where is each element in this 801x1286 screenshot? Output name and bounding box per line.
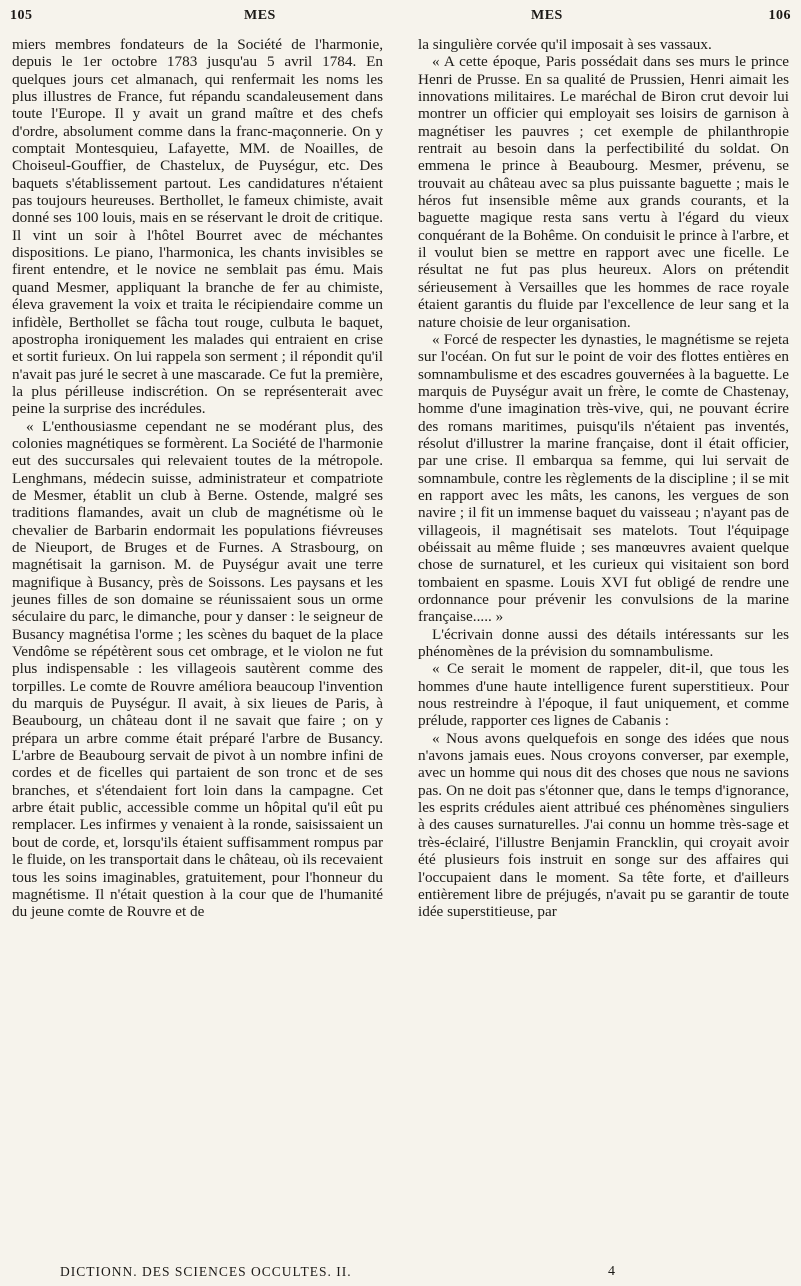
paragraph: « Ce serait le moment de rappeler, dit-il, que tous les hommes d'une haute intelligence furent superstitieux. Pour nous restreindre à l'époque, il faut uniquement, et comme prélude, rapporter ces lignes de Cabanis : — [418, 660, 789, 730]
paragraph: « L'enthousiasme cependant ne se modérant plus, des colonies magnétiques se formèrent. La Société de l'harmonie eut des succursales qui relevaient toutes de la métropole. Lenghmans, médecin suisse, administrateur et compatriote de Mesmer, établit un club à Berne. Ostende, malgré ses traditions flamandes, avait un club de magnétisme où le chevalier de Barbarin endormait les populations fiévreuses de Nieuport, de Bruges et de Furnes. A Strasbourg, on magnétisait la garnison. M. de Puységur avait une terre magnifique à Busancy, près de Soissons. Les paysans et les jeunes filles de son domaine se réunissaient sous un orme séculaire du parc, le dimanche, pour y danser : le seigneur de Busancy magnétisa l'orme ; les scènes du baquet de la place Vendôme se répétèrent sous cet ombrage, et le violon ne fut plus indispensable : les villageois sautèrent comme des torpilles. Le comte de Rouvre améliora beaucoup l'invention du marquis de Puységur. Il avait, à six lieues de Paris, à Beaubourg, un château dont il ne savait que faire ; on y prépara un arbre comme était préparé l'arbre de Busancy. L'arbre de Beaubourg servait de pivot à un nombre infini de cordes et de ficelles qui partaient de son tronc et de ses branches, et s'étendaient fort loin dans la campagne. Cet arbre était public, accessible comme un hôpital qu'il eût pu remplacer. Les infirmes y venaient à la ronde, saisissaient un bout de corde, et, lorsqu'ils étaient suffisamment rompus par le fluide, on les transportait dans le château, où ils recevaient tous les soins imaginables, gratuitement, pour l'honneur du magnétisme. Il n'était question à la cour que de l'humanité du jeune comte de Rouvre et de — [12, 417, 383, 921]
running-head-left: MES — [244, 8, 276, 23]
footer-title: DICTIONN. DES SCIENCES OCCULTES. II. — [60, 1264, 352, 1279]
paragraph: « A cette époque, Paris possédait dans ses murs le prince Henri de Prusse. En sa qualité de Prussien, Henri aimait les innovations militaires. Le maréchal de Biron crut devoir lui montrer un officier qui employait ses loisirs de garnison à magnétiser les pauvres ; cet exemple de philanthropie rentrait au besoin dans la perfectibilité du soldat. On emmena le prince à Beaubourg. Mesmer, prévenu, se trouvait au château avec sa plus puissante baguette ; mais le héros fut insensible même aux grands courants, et la baguette magique resta sans vertu à l'égard du vieux conquérant de la Bohême. On conduisit le prince à l'arbre, et il voulut bien se mettre en rapport avec une ficelle. Le résultat ne fut pas plus heureux. Alors on prétendit sérieusement à Versailles que les hommes de race royale étaient garantis du fluide par l'excellence de leur sang et la nature choisie de leur organisation. — [418, 53, 789, 331]
running-header — [10, 8, 791, 34]
left-column — [12, 36, 383, 921]
page-number-right: 106 — [768, 8, 791, 23]
paragraph: L'écrivain donne aussi des détails intéressants sur les phénomènes de la prévision du somnambulisme. — [418, 625, 789, 661]
right-column — [418, 36, 789, 921]
running-head-right: MES — [531, 8, 563, 23]
paragraph: « Nous avons quelquefois en songe des idées que nous n'avons jamais eues. Nous croyons converser, par exemple, avec un homme qui nous dit des choses que nous ne savions pas. On ne doit pas s'étonner que, dans le temps d'ignorance, les esprits crédules aient attribué ces phénomènes singuliers à des causes surnaturelles. J'ai connu un homme très-sage et très-éclairé, l'illustre Benjamin Francklin, qui croyait avoir été plusieurs fois instruit en songe sur des affaires qui l'occupaient dans le moment. Sa tête forte, et d'ailleurs entièrement libre de préjugés, n'avait pu se garantir de toute idée superstitieuse, par — [418, 729, 789, 921]
signature-mark: 4 — [608, 1264, 615, 1279]
paragraph: « Forcé de respecter les dynasties, le magnétisme se rejeta sur l'océan. On fut sur le point de voir des flottes entières en somnambulisme et des escadres gouvernées à la baguette. Le marquis de Puységur avait un frère, le comte de Chastenay, homme d'une imagination très-vive, qui, ne pouvant écrire des romans maritimes, puisqu'ils n'étaient pas inventés, résolut d'illustrer la marine française, dont il était officier, par une crise. Il embarqua sa femme, qui lui servait de somnambule, contre les règlements de la discipline ; il se mit en rapport avec les mâts, les canons, les vergues de son navire ; il fit un immense baquet du vaisseau ; n'ayant pas de villageois, il magnétisait ses matelots. Tout l'équipage obéissait au même fluide ; ses manœuvres avaient quelque chose de surnaturel, et les curieux qui visitaient son bord tombaient en spasme. Louis XVI fut obligé de rendre une ordonnance pour prévenir les convulsions de la marine française..... » — [418, 330, 789, 626]
page-number-left: 105 — [10, 8, 33, 23]
paragraph: la singulière corvée qu'il imposait à ses vassaux. — [418, 36, 712, 53]
paragraph: miers membres fondateurs de la Société de l'harmonie, depuis le 1er octobre 1783 jusqu'au 5 avril 1784. En quelques jours cet almanach, qui renfermait les noms les plus illustres de France, fut répandu scandaleusement dans toute l'Europe. Il y avait un grand maître et des chefs d'ordre, absolument comme dans la franc-maçonnerie. On y comptait Montesquieu, Lafayette, MM. de Noailles, de Choiseul-Gouffier, de Chastelux, de Puységur, etc. Des baquets s'établissement partout. Les candidatures n'étaient pas toujours heureuses. Berthollet, le fameux chimiste, avait donné ses 100 louis, mais en se réservant le droit de critique. Il vint un soir à l'hôtel Bourret avec de méchantes dispositions. Le piano, l'harmonica, les chants invisibles se firent entendre, et le novice ne semblait pas ému. Mais quand Mesmer, appliquant la branche de fer au chimiste, éleva gravement la voix et traita le récipiendaire comme un infidèle, Berthollet se fâcha tout rouge, culbuta le baquet, apostropha ironiquement les malades qui entraient en crise et sortit furieux. On lui rappela son serment ; il répondit qu'il n'avait pas juré le secret à une mascarade. Ce fut la première, la plus périlleuse indiscrétion. On se représenterait avec peine la surprise des incrédules. — [12, 36, 383, 418]
